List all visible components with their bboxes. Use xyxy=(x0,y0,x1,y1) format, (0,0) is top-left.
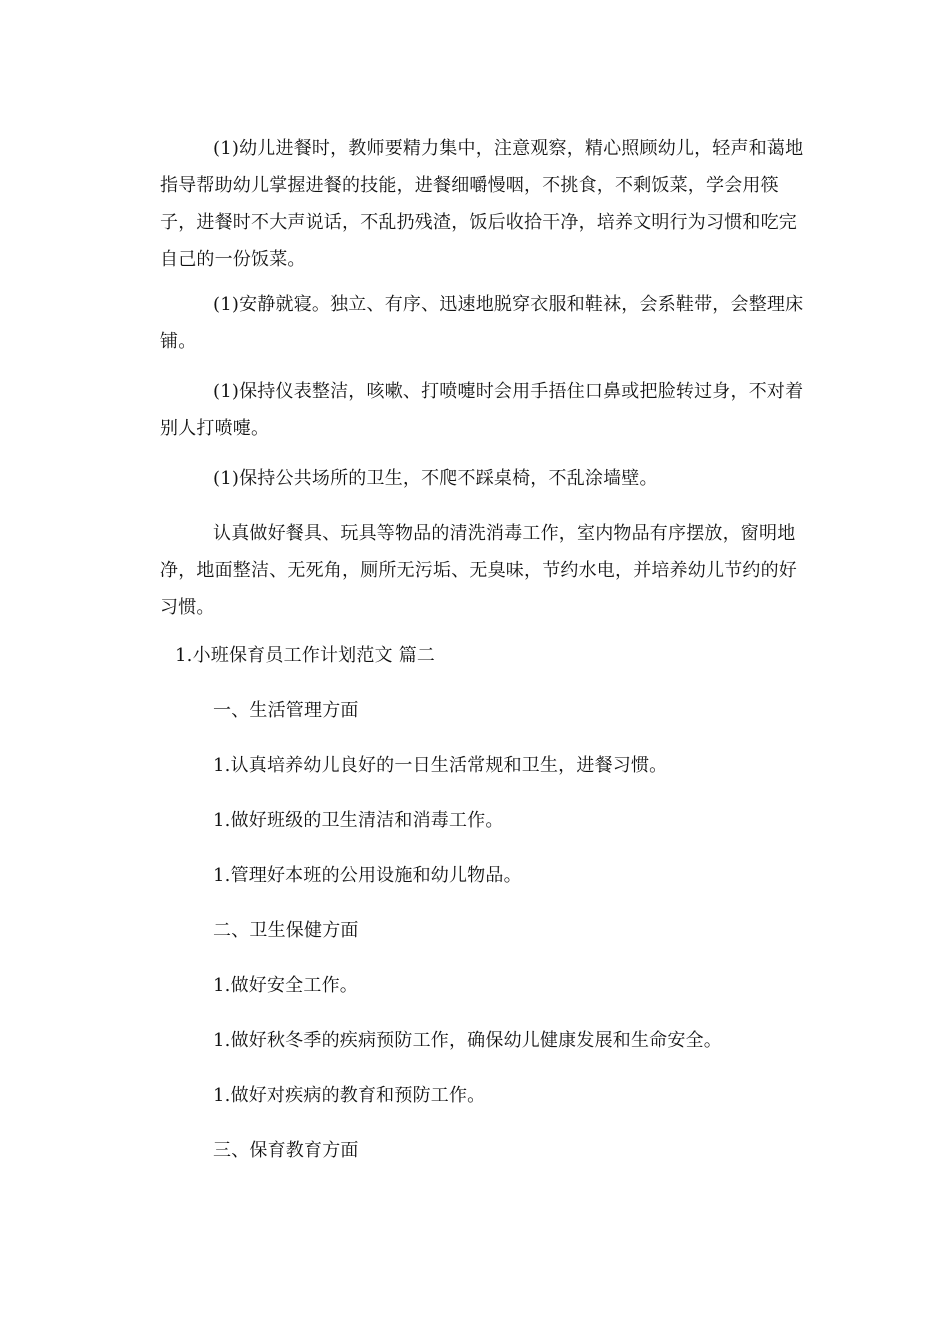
list-item: 1.做好对疾病的教育和预防工作。 xyxy=(213,1085,486,1106)
heading-care-education: 三、保育教育方面 xyxy=(213,1140,359,1161)
section-title: 1.小班保育员工作计划范文 篇二 xyxy=(175,645,436,666)
heading-health-care: 二、卫生保健方面 xyxy=(213,920,359,941)
paragraph-disinfection: 认真做好餐具、玩具等物品的清洗消毒工作，室内物品有序摆放，窗明地净，地面整洁、无死角，厕所无污垢、无臭味，节约水电，并培养幼儿节约的好习惯。 xyxy=(160,523,797,618)
list-item: 1.做好班级的卫生清洁和消毒工作。 xyxy=(213,810,504,831)
list-item: 1.管理好本班的公用设施和幼儿物品。 xyxy=(213,865,522,886)
list-item: 1.做好安全工作。 xyxy=(213,975,358,996)
list-item: 1.做好秋冬季的疾病预防工作，确保幼儿健康发展和生命安全。 xyxy=(213,1030,722,1051)
paragraph-meal: (1)幼儿进餐时，教师要精力集中，注意观察，精心照顾幼儿，轻声和蔼地指导帮助幼儿掌握进餐的技能，进餐细嚼慢咽，不挑食，不剩饭菜，学会用筷子，进餐时不大声说话，不乱扔残渣，饭后收拾干净，培养文明行为习惯和吃完自己的一份饭菜。 xyxy=(160,138,804,270)
paragraph-sleep: (1)安静就寝。独立、有序、迅速地脱穿衣服和鞋袜，会系鞋带，会整理床铺。 xyxy=(160,294,804,352)
list-item: 1.认真培养幼儿良好的一日生活常规和卫生，进餐习惯。 xyxy=(213,755,668,776)
paragraph-public-hygiene: (1)保持公共场所的卫生，不爬不踩桌椅，不乱涂墙壁。 xyxy=(213,468,658,489)
heading-life-management: 一、生活管理方面 xyxy=(213,700,359,721)
paragraph-appearance: (1)保持仪表整洁，咳嗽、打喷嚏时会用手捂住口鼻或把脸转过身，不对着别人打喷嚏。 xyxy=(160,381,804,439)
